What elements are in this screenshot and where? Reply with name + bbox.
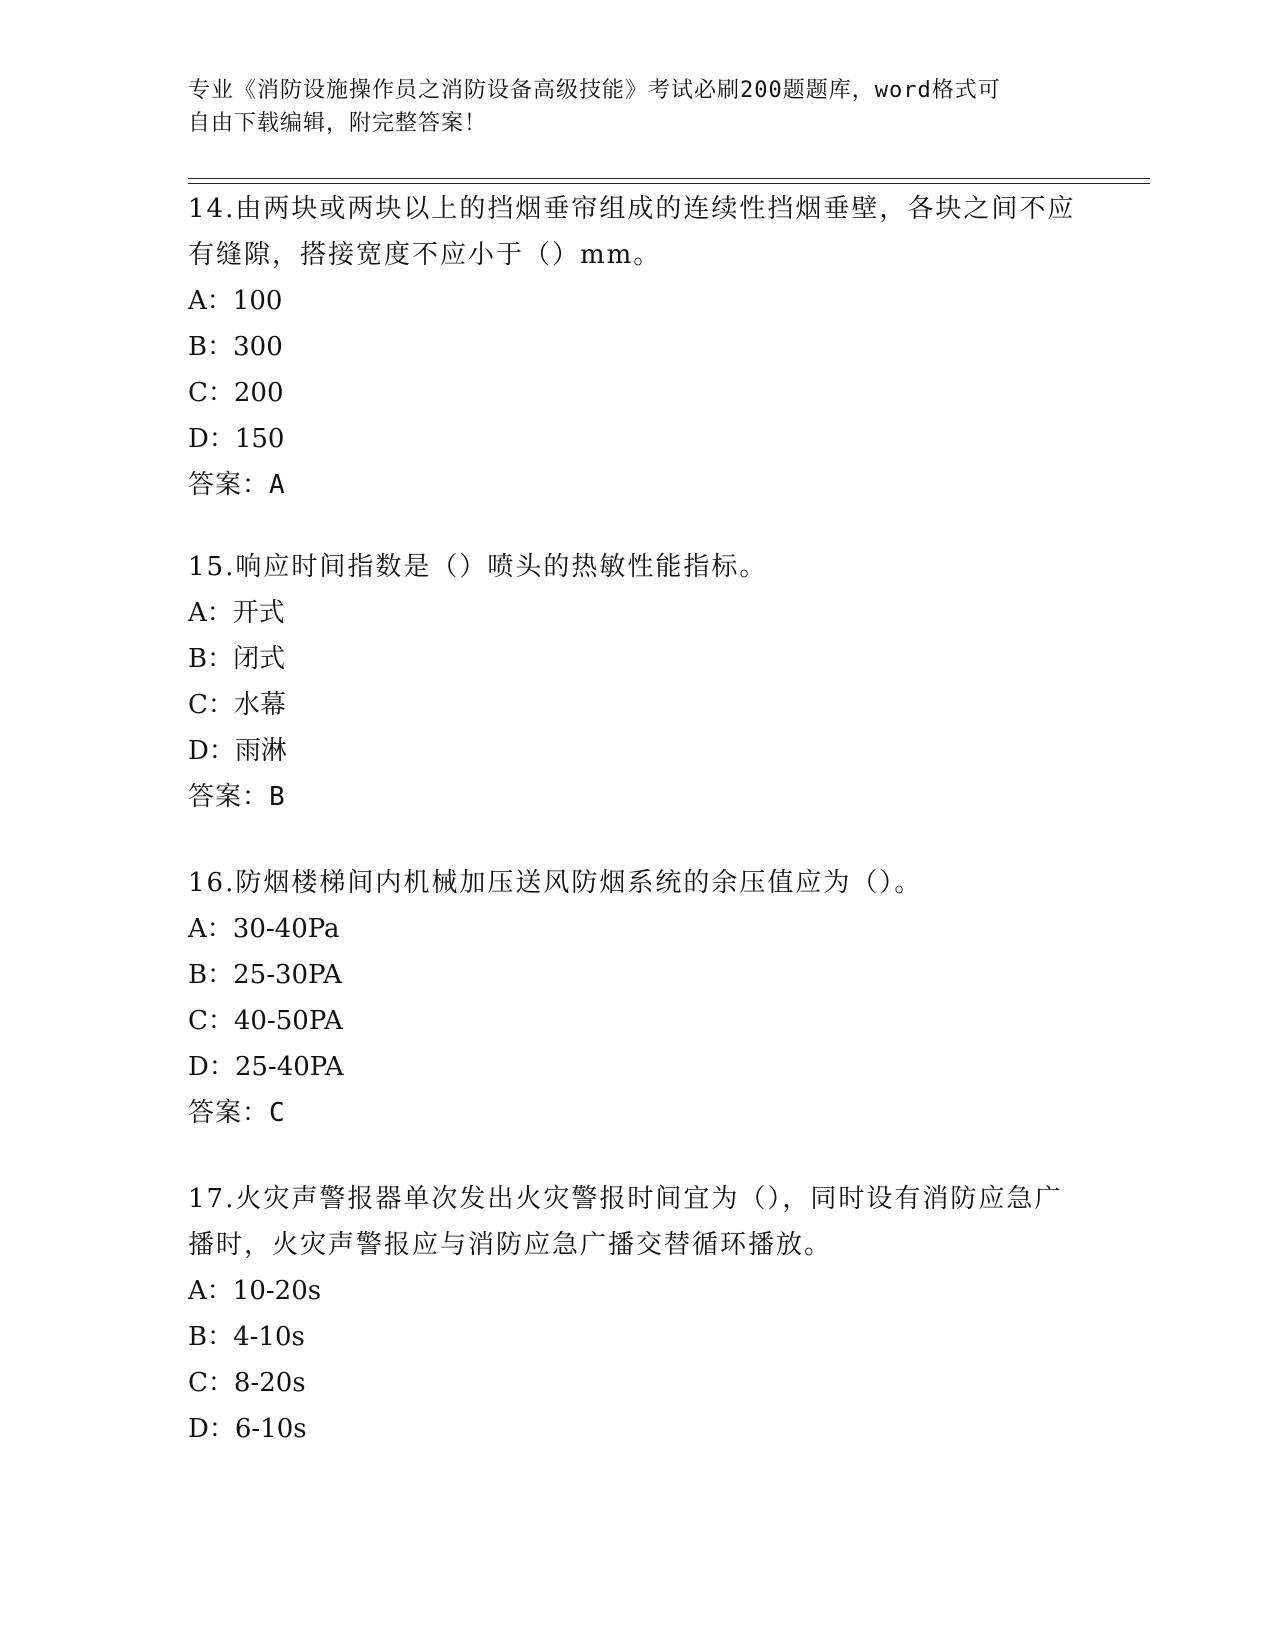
- option-b: B：闭式: [188, 644, 286, 674]
- answer-line: [188, 774, 1088, 820]
- option-d: D：6-10s: [188, 1414, 307, 1444]
- header-divider-top: [188, 178, 1150, 179]
- option-b: B：4-10s: [188, 1322, 305, 1352]
- document-header: [188, 74, 1068, 140]
- option-c: C：8-20s: [188, 1368, 306, 1398]
- answer-label: 答案：: [188, 1098, 270, 1128]
- question-16: [188, 860, 1088, 1136]
- header-line-2: 自由下载编辑，附完整答案！: [188, 111, 488, 136]
- answer-label: 答案：: [188, 782, 270, 812]
- answer-value: C: [269, 1098, 285, 1128]
- option-b: B：300: [188, 332, 283, 362]
- question-14: [188, 186, 1088, 508]
- answer-line: [188, 462, 1088, 508]
- header-line-1: 专业《消防设施操作员之消防设备高级技能》考试必刷200题题库，word格式可: [188, 78, 1001, 103]
- question-stem: 15.响应时间指数是（）喷头的热敏性能指标。: [188, 552, 768, 582]
- option-a: A：开式: [188, 598, 285, 628]
- question-17: [188, 1176, 1088, 1452]
- option-a: A：10-20s: [188, 1276, 322, 1306]
- option-d: D：150: [188, 424, 285, 454]
- question-stem: 17.火灾声警报器单次发出火灾警报时间宜为（），同时设有消防应急广播时，火灾声警报应与消防应急广播交替循环播放。: [188, 1184, 1063, 1260]
- option-c: C：40-50PA: [188, 1006, 343, 1036]
- question-15: [188, 544, 1088, 820]
- option-c: C：水幕: [188, 690, 286, 720]
- option-d: D：雨淋: [188, 736, 287, 766]
- header-divider-bottom: [188, 183, 1150, 184]
- option-a: A：30-40Pa: [188, 914, 340, 944]
- question-stem: 14.由两块或两块以上的挡烟垂帘组成的连续性挡烟垂壁，各块之间不应有缝隙，搭接宽度不应小于（）mm。: [188, 194, 1076, 270]
- answer-value: A: [269, 470, 285, 500]
- option-b: B：25-30PA: [188, 960, 342, 990]
- option-a: A：100: [188, 286, 283, 316]
- option-d: D：25-40PA: [188, 1052, 344, 1082]
- option-c: C：200: [188, 378, 284, 408]
- answer-label: 答案：: [188, 470, 270, 500]
- answer-value: B: [269, 782, 285, 812]
- answer-line: [188, 1090, 1088, 1136]
- question-stem: 16.防烟楼梯间内机械加压送风防烟系统的余压值应为（）。: [188, 868, 923, 898]
